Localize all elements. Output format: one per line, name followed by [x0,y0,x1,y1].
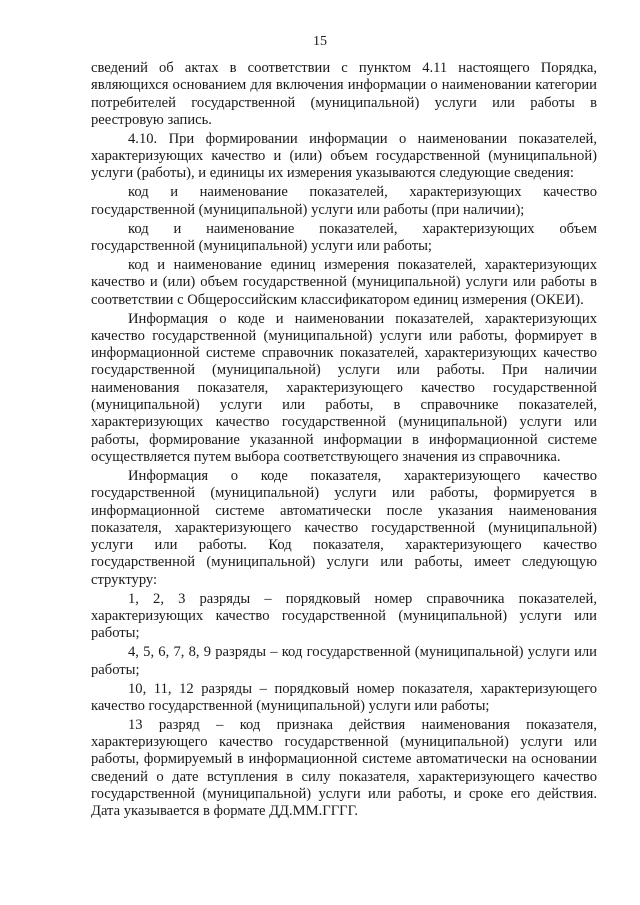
paragraph: код и наименование показателей, характеризующих качество государственной (муниципальной) услуги или работы (при наличии); [91,184,597,218]
paragraph: 10, 11, 12 разряды – порядковый номер показателя, характеризующего качество государственной (муниципальной) услуги или работы; [91,680,597,714]
document-body [91,60,597,822]
paragraph: код и наименование показателей, характеризующих объем государственной (муниципальной) услуги или работы; [91,220,597,255]
paragraph: Информация о коде и наименовании показателей, характеризующих качество государственной (муниципальной) услуги или работы, формирует в информационной системе справочник показателей, характеризующих качество государственной (муниципальной) услуги или работы. При наличии наименования показателя, характеризующего качество государственной (муниципальной) услуги или работы, в справочнике показателей, характеризующих качество государственной (муниципальной) услуги или работы, формирование указанной информации в информационной системе осуществляется путем выбора соответствующего значения из справочника. [91,310,597,465]
paragraph: Информация о коде показателя, характеризующего качество государственной (муниципальной) услуги или работы, формируется в информационной системе автоматически после указания наименования показателя, характеризующего качество государственной (муниципальной) услуги или работы. Код показателя, характеризующего качество государственной (муниципальной) услуги или работы, имеет следующую структуру: [91,467,597,588]
paragraph: 1, 2, 3 разряды – порядковый номер справочника показателей, характеризующих качество государственной (муниципальной) услуги или работы; [91,590,597,642]
paragraph: сведений об актах в соответствии с пунктом 4.11 настоящего Порядка, являющихся основанием для включения информации о наименовании категории потребителей государственной (муниципальной) услуги или работы в реестровую запись. [91,60,597,128]
paragraph: 4, 5, 6, 7, 8, 9 разряды – код государственной (муниципальной) услуги или работы; [91,644,597,678]
paragraph: код и наименование единиц измерения показателей, характеризующих качество и (или) объем государственной (муниципальной) услуги или работы в соответствии с Общероссийским классификатором единиц измерения (ОКЕИ). [91,257,597,308]
paragraph: 4.10. При формировании информации о наименовании показателей, характеризующих качество и (или) объем государственной (муниципальной) услуги (работы), и единицы их измерения указываются следующие сведения: [91,130,597,182]
paragraph: 13 разряд – код признака действия наименования показателя, характеризующего качество государственной (муниципальной) услуги или работы, формируемый в информационной системе автоматически на основании сведений о дате вступления в силу показателя, характеризующего качество государственной (муниципальной) услуги или работы, и сроке его действия. Дата указывается в формате ДД.ММ.ГГГГ. [91,716,597,820]
page-number: 15 [313,34,327,49]
